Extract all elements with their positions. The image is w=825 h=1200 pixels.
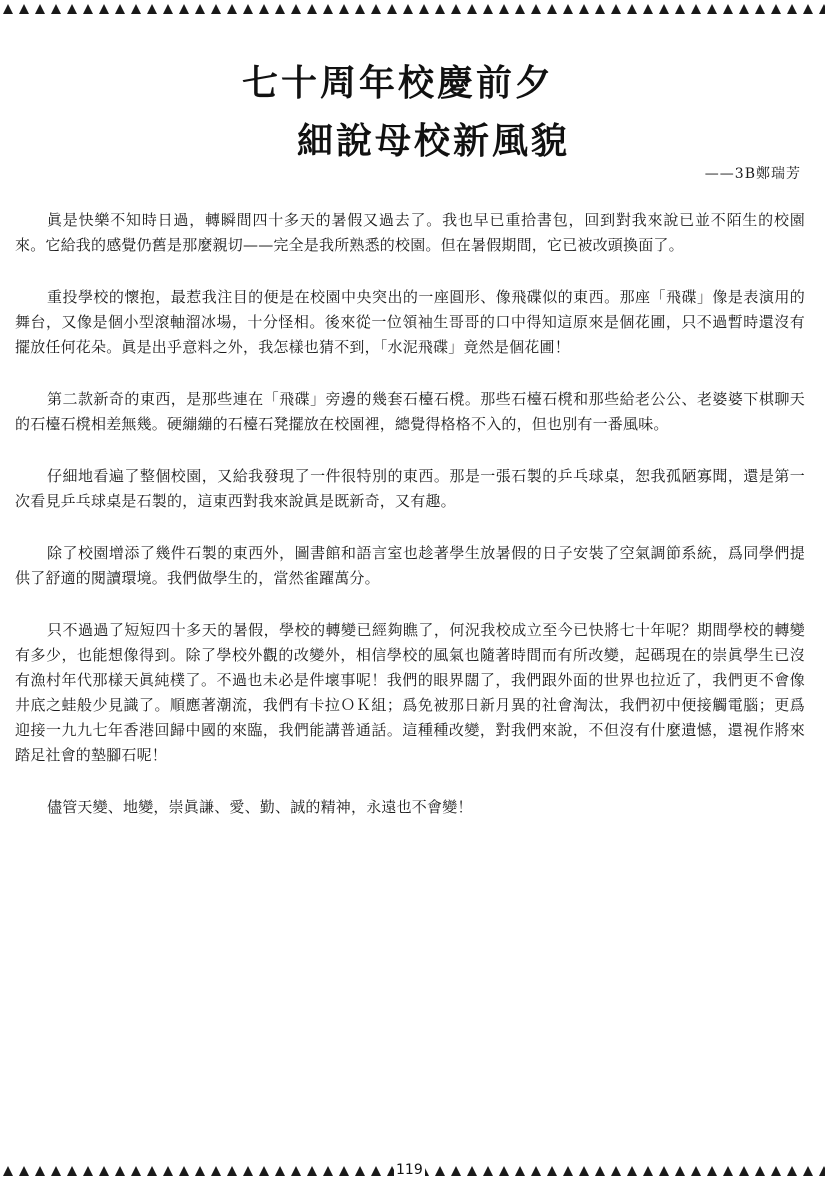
top-triangle-border [0, 2, 825, 16]
article-title-line-1: 七十周年校慶前夕 [242, 63, 555, 104]
author-byline: ——3B鄭瑞芳 [704, 166, 801, 182]
article-body [15, 208, 805, 847]
top-triangle-border-svg [0, 2, 825, 16]
article-paragraph: 除了校園增添了幾件石製的東西外，圖書館和語言室也趁著學生放暑假的日子安裝了空氣調節系統，爲同學們提供了舒適的閱讀環境。我們做學生的，當然雀躍萬分。 [15, 544, 805, 587]
article-paragraph: 只不過過了短短四十多天的暑假，學校的轉變已經夠瞧了，何況我校成立至今已快將七十年呢？期間學校的轉變有多少，也能想像得到。除了學校外觀的改變外，相信學校的風氣也隨著時間而有所改變，起碼現在的崇眞學生已沒有漁村年代那樣天眞純樸了。不過也未必是件壞事呢！我們的眼界闊了，我們跟外面的世界也拉近了，我們更不會像井底之蛙般少見識了。順應著潮流，我們有卡拉ＯＫ組；爲免被那日新月異的社會淘汰，我們初中便接觸電腦；更爲迎接一九九七年香港回歸中國的來臨，我們能講普通話。這種種改變，對我們來說，不但沒有什麼遺憾，還視作將來踏足社會的墊腳石呢！ [15, 621, 805, 764]
article-paragraph: 仔細地看遍了整個校園，又給我發現了一件很特別的東西。那是一張石製的乒乓球桌，恕我孤陋寡聞，還是第一次看見乒乓球桌是石製的，這東西對我來說眞是既新奇，又有趣。 [15, 467, 805, 510]
article-paragraph: 第二款新奇的東西，是那些連在「飛碟」旁邊的幾套石檯石櫈。那些石檯石櫈和那些給老公公、老婆婆下棋聊天的石檯石櫈相差無幾。硬繃繃的石檯石凳擺放在校園裡，總覺得格格不入的，但也別有一番風味。 [15, 390, 805, 433]
article-title-line-2: 細說母校新風貌 [297, 121, 571, 162]
article-paragraph: 儘管天變、地變，崇眞謙、愛、勤、誠的精神，永遠也不會變！ [47, 798, 473, 816]
page-number: 119 [396, 1162, 423, 1178]
article-paragraph: 重投學校的懷抱，最惹我注目的便是在校園中央突出的一座圓形、像飛碟似的東西。那座「飛碟」像是表演用的舞台，又像是個小型滾軸溜冰場，十分怪相。後來從一位領袖生哥哥的口中得知這原來是個花圃，只不過暫時還沒有擺放任何花朵。眞是出乎意料之外，我怎樣也猜不到，「水泥飛碟」竟然是個花圃！ [15, 288, 805, 356]
article-paragraph: 眞是快樂不知時日過，轉瞬間四十多天的暑假又過去了。我也早已重拾書包，回到對我來說已並不陌生的校園來。它給我的感覺仍舊是那麼親切——完全是我所熟悉的校園。但在暑假期間，它已被改頭換面了。 [15, 211, 805, 254]
